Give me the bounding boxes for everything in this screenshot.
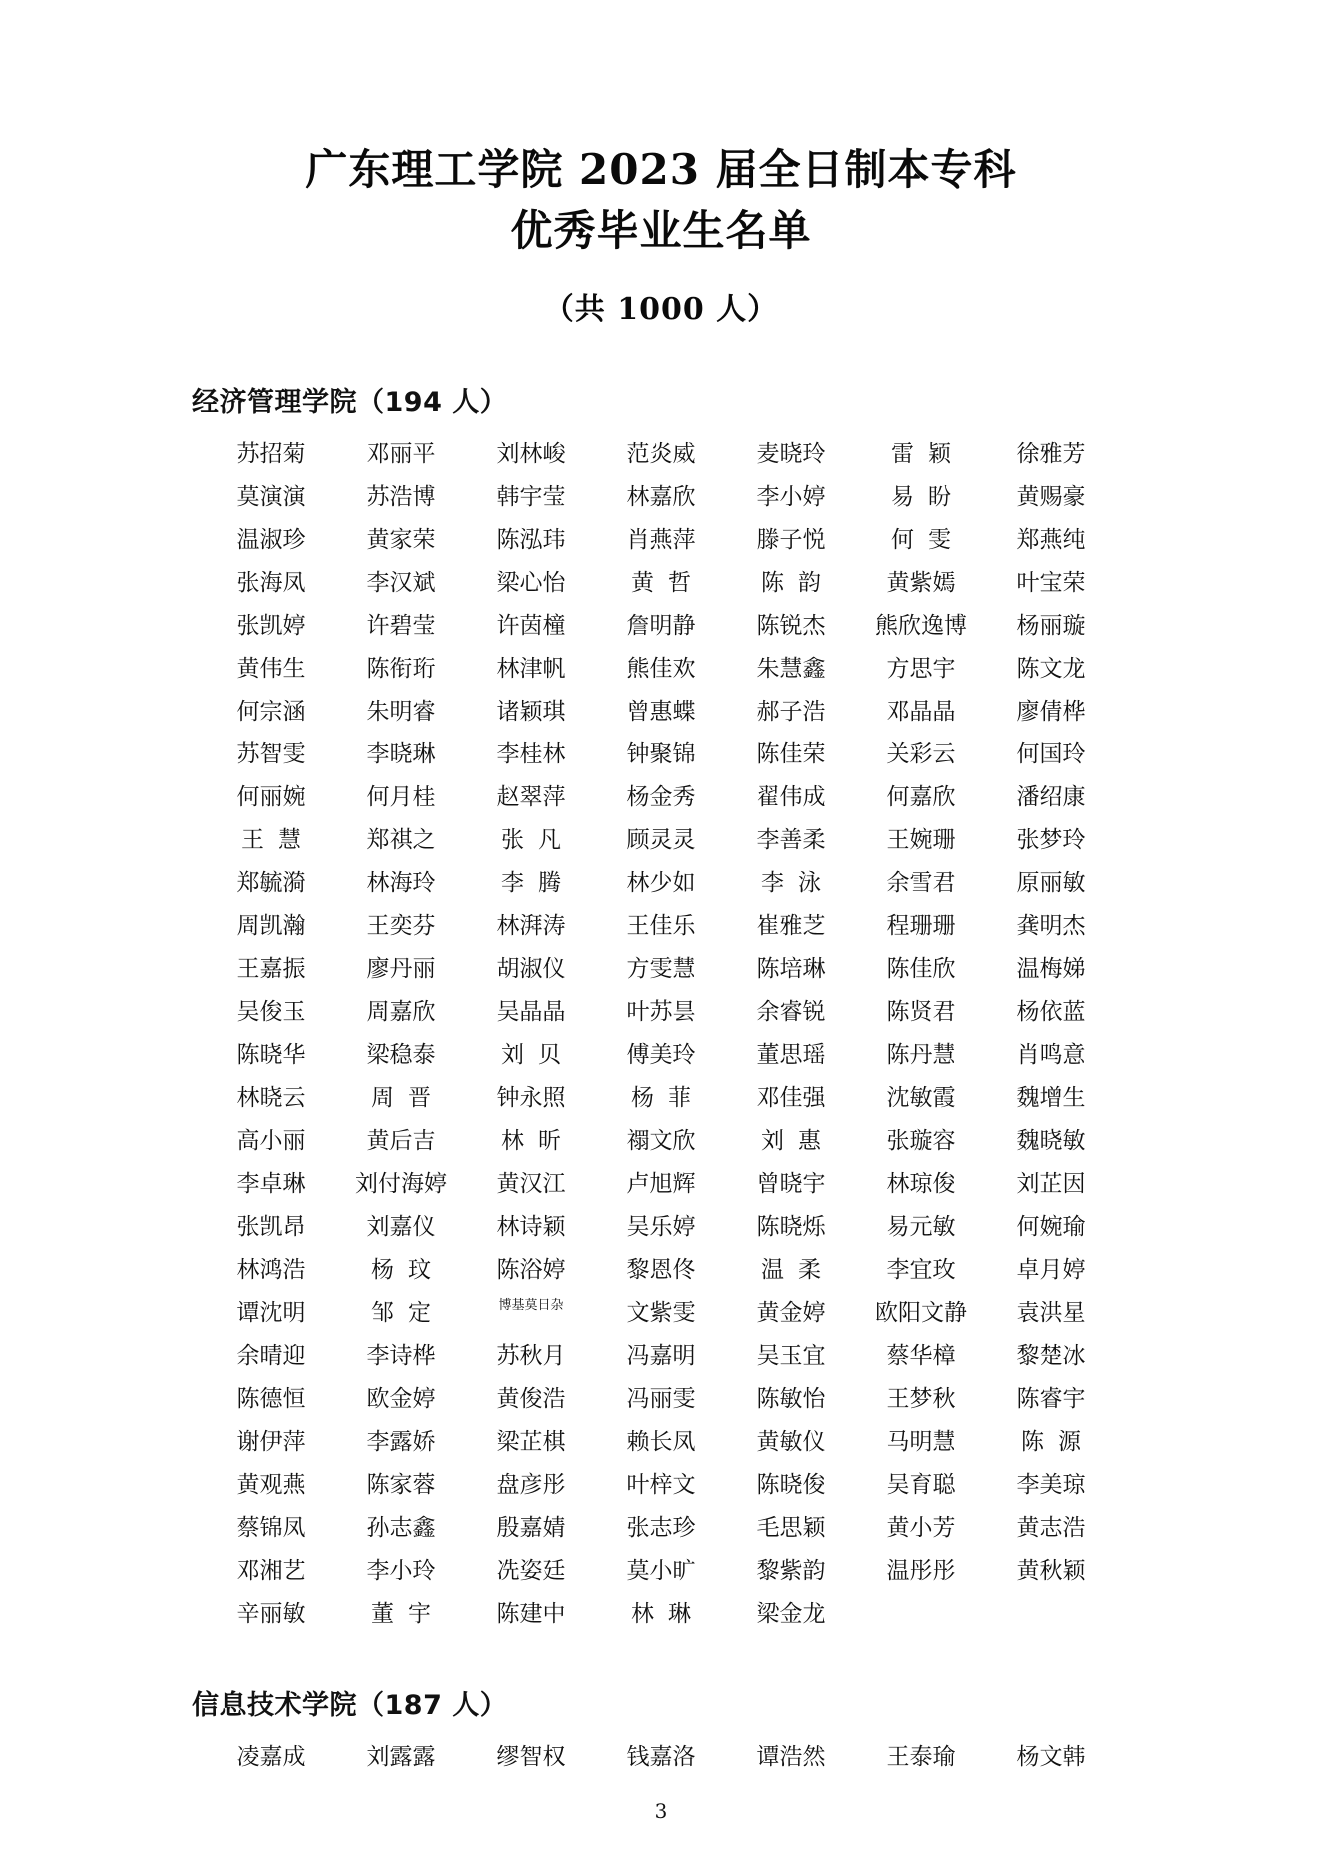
name-cell: 林琳 (631, 1600, 705, 1627)
name-cell: 魏晓敏 (1016, 1128, 1086, 1155)
name-cell: 谢伊萍 (236, 1428, 306, 1455)
name-cell: 黄后吉 (366, 1128, 436, 1155)
name-cell: 梁芷棋 (496, 1428, 566, 1455)
name-cell: 朱明睿 (366, 698, 436, 725)
name-cell: 张海凤 (236, 569, 306, 596)
name-cell: 黄家荣 (366, 526, 436, 553)
name-cell: 刘林峻 (496, 440, 566, 467)
name-cell: 林海玲 (366, 870, 436, 897)
name-cell: 滕子悦 (756, 526, 826, 553)
name-cell: 李宜玫 (886, 1256, 956, 1283)
name-cell: 蔡华樟 (886, 1342, 956, 1369)
name-cell: 林琼俊 (886, 1170, 956, 1197)
name-cell: 李腾 (501, 870, 575, 897)
name-cell: 梁金龙 (756, 1600, 826, 1627)
name-cell: 叶苏昙 (626, 999, 696, 1026)
name-cell: 苏智雯 (236, 741, 306, 768)
name-cell: 范炎威 (626, 440, 696, 467)
name-cell: 陈家蓉 (366, 1471, 436, 1498)
name-cell: 张凡 (501, 827, 575, 854)
name-cell: 刘芷因 (1016, 1170, 1086, 1197)
name-cell: 盘彦彤 (496, 1471, 566, 1498)
name-cell: 陈锐杰 (756, 612, 826, 639)
name-cell: 苏浩博 (366, 483, 436, 510)
name-cell: 袁洪星 (1016, 1299, 1086, 1326)
name-cell: 钟永照 (496, 1085, 566, 1112)
name-cell: 邓晶晶 (886, 698, 956, 725)
name-cell: 陈建中 (496, 1600, 566, 1627)
name-cell: 杨丽璇 (1016, 612, 1086, 639)
name-cell: 李泳 (761, 870, 835, 897)
name-cell: 冼姿廷 (496, 1557, 566, 1584)
name-cell: 何嘉欣 (886, 784, 956, 811)
name-cell: 黄汉江 (496, 1170, 566, 1197)
name-cell: 关彩云 (886, 741, 956, 768)
name-cell: 王泰瑜 (886, 1744, 956, 1771)
name-cell: 郑祺之 (366, 827, 436, 854)
name-cell: 欧阳文静 (875, 1299, 967, 1326)
name-cell: 杨菲 (631, 1085, 705, 1112)
name-cell: 谭沈明 (236, 1299, 306, 1326)
name-cell: 卓月婷 (1016, 1256, 1086, 1283)
name-cell: 李美琼 (1016, 1471, 1086, 1498)
name-cell: 陈文龙 (1016, 655, 1086, 682)
name-cell: 龚明杰 (1016, 913, 1086, 940)
name-cell: 黄伟生 (236, 655, 306, 682)
name-cell: 梁心怡 (496, 569, 566, 596)
name-cell: 张梦玲 (1016, 827, 1086, 854)
name-cell: 何雯 (891, 526, 965, 553)
name-cell: 马明慧 (886, 1428, 956, 1455)
name-cell: 林诗颖 (496, 1213, 566, 1240)
name-cell: 赖长凤 (626, 1428, 696, 1455)
name-cell: 魏增生 (1016, 1085, 1086, 1112)
name-cell: 林嘉欣 (626, 483, 696, 510)
name-cell: 陈丹慧 (886, 1042, 956, 1069)
name-cell: 温淑珍 (236, 526, 306, 553)
name-cell: 李桂林 (496, 741, 566, 768)
section-heading: 经济管理学院（194 人） (192, 386, 508, 418)
name-cell: 肖燕萍 (626, 526, 696, 553)
name-cell: 刘嘉仪 (366, 1213, 436, 1240)
name-cell: 沈敏霞 (886, 1085, 956, 1112)
name-cell: 黄赐豪 (1016, 483, 1086, 510)
name-cell: 吴育聪 (886, 1471, 956, 1498)
name-cell: 李露娇 (366, 1428, 436, 1455)
name-cell: 欧金婷 (366, 1385, 436, 1412)
name-cell: 陈源 (1021, 1428, 1095, 1455)
name-cell: 熊佳欢 (626, 655, 696, 682)
name-cell: 刘贝 (501, 1042, 575, 1069)
name-cell: 文紫雯 (626, 1299, 696, 1326)
name-cell: 邓湘艺 (236, 1557, 306, 1584)
name-cell: 李晓琳 (366, 741, 436, 768)
name-cell: 苏秋月 (496, 1342, 566, 1369)
name-cell: 陈培琳 (756, 956, 826, 983)
name-cell: 诸颖琪 (496, 698, 566, 725)
name-cell: 陈晓俊 (756, 1471, 826, 1498)
name-cell: 程珊珊 (886, 913, 956, 940)
name-cell: 叶梓文 (626, 1471, 696, 1498)
name-cell: 曾惠蝶 (626, 698, 696, 725)
name-cell: 张凯昂 (236, 1213, 306, 1240)
page-number: 3 (654, 1799, 668, 1823)
name-grid (206, 437, 1116, 1632)
name-cell: 黄志浩 (1016, 1514, 1086, 1541)
name-cell: 张璇容 (886, 1128, 956, 1155)
name-cell: 吴晶晶 (496, 999, 566, 1026)
name-cell: 林津帆 (496, 655, 566, 682)
name-cell: 郑燕纯 (1016, 526, 1086, 553)
name-cell: 李小婷 (756, 483, 826, 510)
name-cell: 陈睿宇 (1016, 1385, 1086, 1412)
name-cell: 董宇 (371, 1600, 445, 1627)
name-cell: 刘露露 (366, 1744, 436, 1771)
name-cell: 王婉珊 (886, 827, 956, 854)
name-cell: 黄小芳 (886, 1514, 956, 1541)
name-cell: 温彤彤 (886, 1557, 956, 1584)
name-cell: 余雪君 (886, 870, 956, 897)
name-cell: 余睿锐 (756, 999, 826, 1026)
name-cell: 王奕芬 (366, 913, 436, 940)
section-heading: 信息技术学院（187 人） (192, 1690, 508, 1722)
name-cell: 温柔 (761, 1256, 835, 1283)
name-cell: 黎紫韵 (756, 1557, 826, 1584)
name-cell: 詹明静 (626, 612, 696, 639)
name-cell: 赵翠萍 (496, 784, 566, 811)
name-cell: 陈泓玮 (496, 526, 566, 553)
name-cell: 李小玲 (366, 1557, 436, 1584)
name-cell: 刘惠 (761, 1128, 835, 1155)
name-cell: 许茵橦 (496, 612, 566, 639)
name-cell: 韩宇莹 (496, 483, 566, 510)
name-cell: 邓佳强 (756, 1085, 826, 1112)
name-cell: 张凯婷 (236, 612, 306, 639)
name-cell: 叶宝荣 (1016, 569, 1086, 596)
name-cell: 黎楚冰 (1016, 1342, 1086, 1369)
name-cell: 郑毓漪 (236, 870, 306, 897)
name-cell: 林鸿浩 (236, 1256, 306, 1283)
name-cell: 黄紫嫣 (886, 569, 956, 596)
name-cell: 吴俊玉 (236, 999, 306, 1026)
name-cell: 陈佳欣 (886, 956, 956, 983)
name-cell: 王嘉振 (236, 956, 306, 983)
name-cell: 莫演演 (236, 483, 306, 510)
name-cell: 杨金秀 (626, 784, 696, 811)
name-cell: 翟伟成 (756, 784, 826, 811)
name-cell: 冯丽雯 (626, 1385, 696, 1412)
name-cell: 林湃涛 (496, 913, 566, 940)
name-cell: 黄俊浩 (496, 1385, 566, 1412)
name-cell: 杨文韩 (1016, 1744, 1086, 1771)
name-cell: 李汉斌 (366, 569, 436, 596)
name-cell: 陈韵 (761, 569, 835, 596)
name-cell: 黄秋颖 (1016, 1557, 1086, 1584)
name-cell: 谭浩然 (756, 1744, 826, 1771)
name-cell: 杨玟 (371, 1256, 445, 1283)
name-cell: 吴玉宜 (756, 1342, 826, 1369)
name-cell: 梁稳泰 (366, 1042, 436, 1069)
name-cell: 李卓琳 (236, 1170, 306, 1197)
name-cell: 余晴迎 (236, 1342, 306, 1369)
name-cell: 陈晓烁 (756, 1213, 826, 1240)
name-cell: 李诗桦 (366, 1342, 436, 1369)
name-cell: 陈晓华 (236, 1042, 306, 1069)
name-cell: 熊欣逸博 (875, 612, 967, 639)
name-cell: 高小丽 (236, 1128, 306, 1155)
name-cell: 许碧莹 (366, 612, 436, 639)
name-cell: 陈贤君 (886, 999, 956, 1026)
name-cell: 潘绍康 (1016, 784, 1086, 811)
name-cell: 苏招菊 (236, 440, 306, 467)
name-cell: 董思瑶 (756, 1042, 826, 1069)
name-cell: 雷颖 (891, 440, 965, 467)
name-cell: 张志珍 (626, 1514, 696, 1541)
name-cell: 陈佳荣 (756, 741, 826, 768)
name-cell: 黄观燕 (236, 1471, 306, 1498)
name-cell: 原丽敏 (1016, 870, 1086, 897)
name-cell: 李善柔 (756, 827, 826, 854)
name-cell: 钟聚锦 (626, 741, 696, 768)
name-cell: 易盼 (891, 483, 965, 510)
name-cell: 卢旭辉 (626, 1170, 696, 1197)
document-subtitle: （共 1000 人） (543, 291, 779, 327)
name-cell: 肖鸣意 (1016, 1042, 1086, 1069)
name-cell: 何月桂 (366, 784, 436, 811)
name-cell: 殷嘉婧 (496, 1514, 566, 1541)
name-cell: 吴乐婷 (626, 1213, 696, 1240)
name-cell: 黄敏仪 (756, 1428, 826, 1455)
name-cell: 何丽婉 (236, 784, 306, 811)
name-cell: 傅美玲 (626, 1042, 696, 1069)
name-cell: 陈敏怡 (756, 1385, 826, 1412)
name-cell: 邓丽平 (366, 440, 436, 467)
sections-container (0, 380, 1322, 1776)
name-cell: 温梅娣 (1016, 956, 1086, 983)
name-cell: 陈衔珩 (366, 655, 436, 682)
document-title-line-1: 广东理工学院 2023 届全日制本专科 (305, 145, 1017, 194)
name-cell: 王慧 (241, 827, 315, 854)
name-cell: 何国玲 (1016, 741, 1086, 768)
name-cell: 毛思颖 (756, 1514, 826, 1541)
name-cell: 凌嘉成 (236, 1744, 306, 1771)
name-cell: 黄哲 (631, 569, 705, 596)
name-cell: 何婉瑜 (1016, 1213, 1086, 1240)
name-cell: 陈浴婷 (496, 1256, 566, 1283)
name-cell: 禤文欣 (626, 1128, 696, 1155)
name-cell: 黎恩佟 (626, 1256, 696, 1283)
name-cell: 陈德恒 (236, 1385, 306, 1412)
name-cell: 蔡锦凤 (236, 1514, 306, 1541)
name-cell: 方雯慧 (626, 956, 696, 983)
name-cell: 王梦秋 (886, 1385, 956, 1412)
name-cell: 林昕 (501, 1128, 575, 1155)
name-cell: 何宗涵 (236, 698, 306, 725)
name-cell: 缪智权 (496, 1744, 566, 1771)
name-cell: 林晓云 (236, 1085, 306, 1112)
name-cell: 王佳乐 (626, 913, 696, 940)
title-block (0, 0, 1322, 328)
name-cell: 胡淑仪 (496, 956, 566, 983)
name-cell: 曾晓宇 (756, 1170, 826, 1197)
name-cell: 邹定 (371, 1299, 445, 1326)
name-cell: 周晋 (371, 1085, 445, 1112)
name-cell: 林少如 (626, 870, 696, 897)
name-cell: 朱慧鑫 (756, 655, 826, 682)
name-cell: 冯嘉明 (626, 1342, 696, 1369)
name-cell: 杨依蓝 (1016, 999, 1086, 1026)
name-cell: 周嘉欣 (366, 999, 436, 1026)
name-grid (206, 1740, 1116, 1775)
name-cell: 徐雅芳 (1016, 440, 1086, 467)
name-cell: 麦晓玲 (756, 440, 826, 467)
name-cell: 孙志鑫 (366, 1514, 436, 1541)
name-cell: 易元敏 (886, 1213, 956, 1240)
name-cell: 方思宇 (886, 655, 956, 682)
name-cell: 廖丹丽 (366, 956, 436, 983)
name-cell: 莫小旷 (626, 1557, 696, 1584)
name-cell: 周凯瀚 (236, 913, 306, 940)
name-cell: 廖倩桦 (1016, 698, 1086, 725)
name-cell: 钱嘉洛 (626, 1744, 696, 1771)
name-cell: 博基莫日杂 (498, 1297, 564, 1313)
name-cell: 顾灵灵 (626, 827, 696, 854)
name-cell: 辛丽敏 (236, 1600, 306, 1627)
name-cell: 黄金婷 (756, 1299, 826, 1326)
name-cell: 崔雅芝 (756, 913, 826, 940)
name-cell: 郝子浩 (756, 698, 826, 725)
document-title-line-2: 优秀毕业生名单 (510, 205, 812, 255)
name-cell: 刘付海婷 (355, 1170, 447, 1197)
